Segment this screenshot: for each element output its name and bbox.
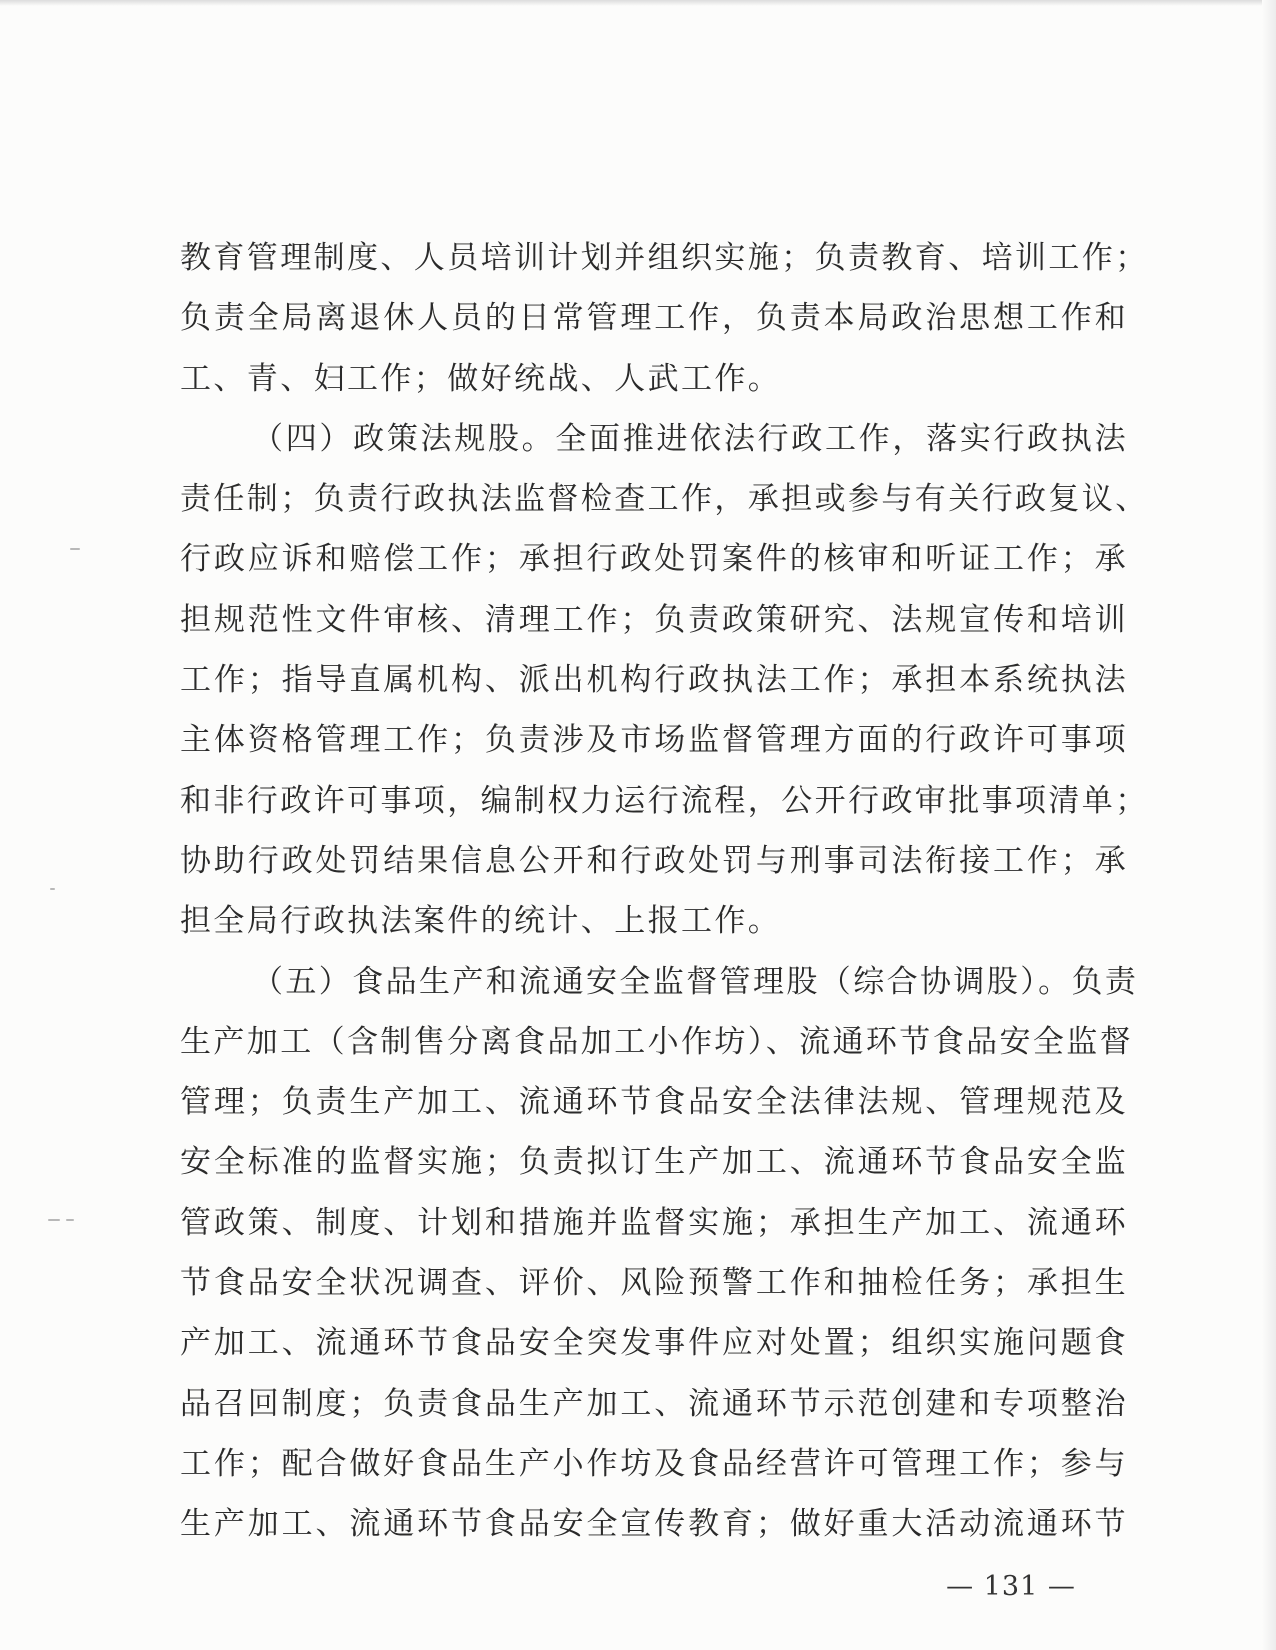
text-line: 生产加工、流通环节食品安全宣传教育；做好重大活动流通环节 (180, 1506, 1128, 1543)
text-line: 管理；负责生产加工、流通环节食品安全法律法规、管理规范及 (180, 1084, 1128, 1121)
text-line: 行政应诉和赔偿工作；承担行政处罚案件的核审和听证工作；承 (180, 541, 1128, 578)
text-line: 工作；指导直属机构、派出机构行政执法工作；承担本系统执法 (180, 662, 1128, 699)
section-heading-line: （四）政策法规股。全面推进依法行政工作，落实行政执法 (252, 420, 1128, 457)
text-line: 负责全局离退休人员的日常管理工作，负责本局政治思想工作和 (180, 300, 1128, 337)
scan-speck (70, 548, 80, 550)
text-line: 节食品安全状况调查、评价、风险预警工作和抽检任务；承担生 (180, 1265, 1128, 1302)
text-line: 工作；配合做好食品生产小作坊及食品经营许可管理工作；参与 (180, 1445, 1128, 1482)
scan-edge-top (0, 0, 1276, 6)
page-number: — 131 — (946, 1571, 1076, 1602)
text-line: 品召回制度；负责食品生产加工、流通环节示范创建和专项整治 (180, 1385, 1128, 1422)
text-line: 和非行政许可事项，编制权力运行流程，公开行政审批事项清单； (180, 782, 1149, 819)
scan-speck (48, 1219, 60, 1221)
scan-speck (66, 1219, 74, 1221)
text-line: 责任制；负责行政执法监督检查工作，承担或参与有关行政复议、 (180, 481, 1149, 518)
text-line: 产加工、流通环节食品安全突发事件应对处置；组织实施问题食 (180, 1325, 1128, 1362)
text-line: 安全标准的监督实施；负责拟订生产加工、流通环节食品安全监 (180, 1144, 1128, 1181)
text-line: 管政策、制度、计划和措施并监督实施；承担生产加工、流通环 (180, 1204, 1128, 1241)
text-line: 生产加工（含制售分离食品加工小作坊）、流通环节食品安全监督 (180, 1023, 1134, 1060)
text-line: 教育管理制度、人员培训计划并组织实施；负责教育、培训工作； (180, 240, 1149, 276)
scan-edge-right (1262, 0, 1276, 1650)
text-line: 工、青、妇工作；做好统战、人武工作。 (180, 360, 782, 397)
text-line: 协助行政处罚结果信息公开和行政处罚与刑事司法衔接工作；承 (180, 842, 1128, 879)
text-line: 担规范性文件审核、清理工作；负责政策研究、法规宣传和培训 (180, 601, 1128, 638)
scan-speck (50, 888, 55, 890)
body-text (180, 228, 1149, 1555)
section-heading-line: （五）食品生产和流通安全监督管理股（综合协调股）。负责 (252, 963, 1139, 1000)
text-line: 担全局行政执法案件的统计、上报工作。 (180, 903, 782, 940)
text-line: 主体资格管理工作；负责涉及市场监督管理方面的行政许可事项 (180, 722, 1128, 759)
